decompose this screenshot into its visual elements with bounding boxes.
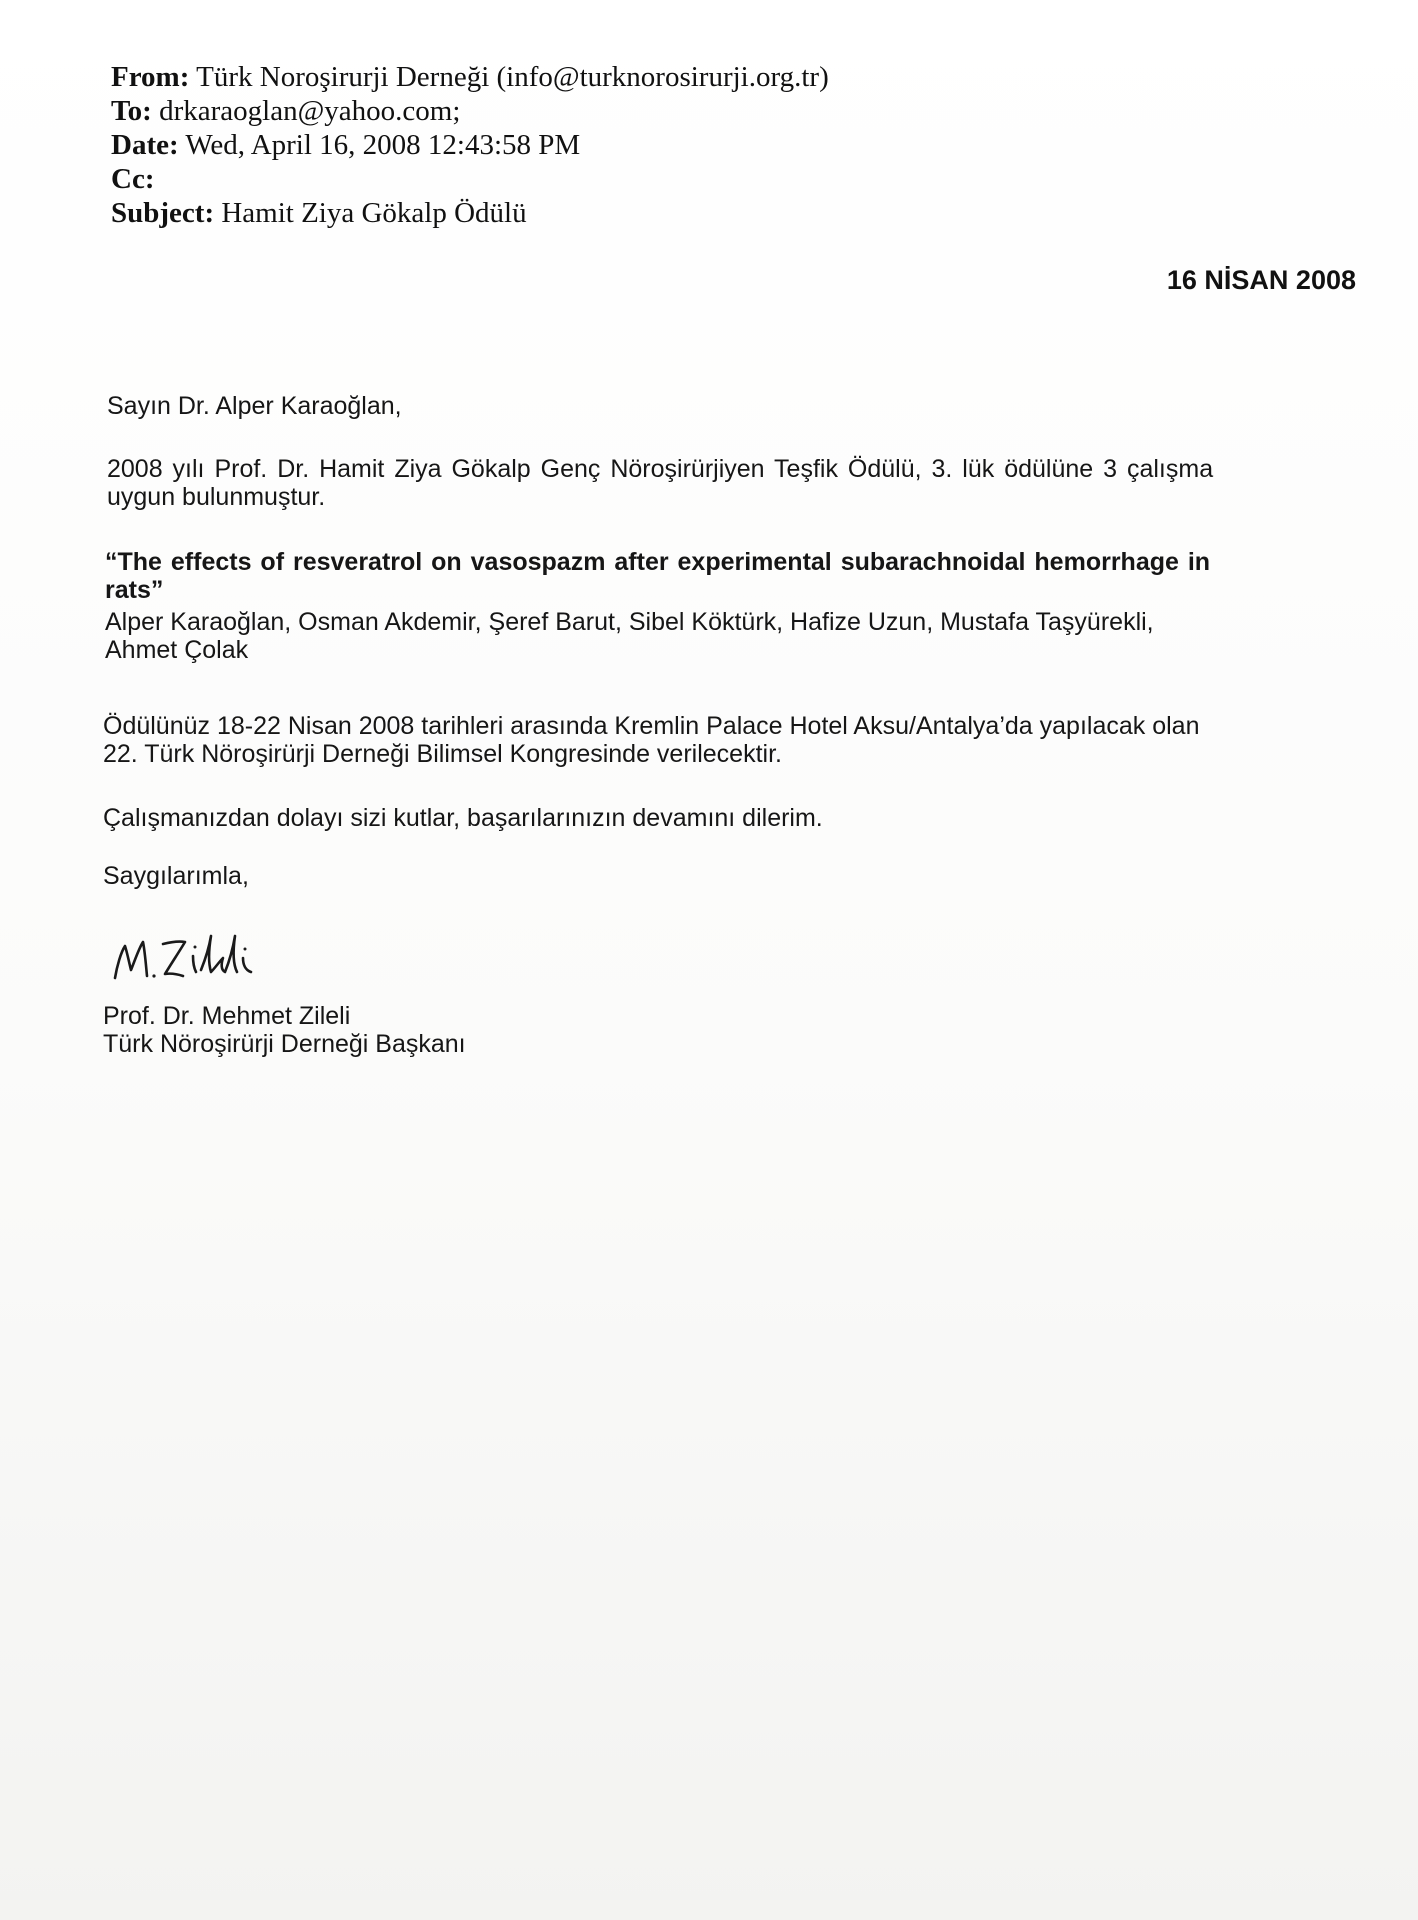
- paragraph-award-line2: uygun bulunmuştur.: [107, 483, 326, 511]
- date-line: [111, 128, 1211, 162]
- signer-block: [103, 1002, 703, 1058]
- study-title-line1: “The effects of resveratrol on vasospazm after experimental subarachnoidal hemorrhage in: [105, 548, 1211, 576]
- subject-label: Subject:: [111, 197, 215, 229]
- to-value: drkaraoglan@yahoo.com;: [159, 95, 461, 127]
- study-block: [105, 548, 1355, 664]
- paragraph-ceremony-line1: Ödülünüz 18-22 Nisan 2008 tarihleri arasında Kremlin Palace Hotel Aksu/Antalya’da yapılacak olan: [103, 712, 1200, 740]
- study-authors-line2: Ahmet Çolak: [105, 636, 249, 664]
- subject-value: Hamit Ziya Gökalp Ödülü: [221, 197, 527, 229]
- paragraph-award: [107, 455, 1357, 511]
- from-line: [111, 60, 1211, 94]
- study-title-line2: rats”: [105, 576, 164, 604]
- paragraph-ceremony: [103, 712, 1363, 768]
- paragraph-award-line1: 2008 yılı Prof. Dr. Hamit Ziya Gökalp Genç Nöroşirürjiyen Teşfik Ödülü, 3. lük ödülüne 3 çalışma: [107, 455, 1214, 483]
- salutation: Sayın Dr. Alper Karaoğlan,: [107, 392, 402, 420]
- to-line: [111, 94, 1211, 128]
- cc-label: Cc:: [111, 163, 155, 195]
- subject-line: [111, 196, 1211, 230]
- signature-image: [105, 922, 305, 992]
- letter-date: 16 NİSAN 2008: [1166, 265, 1356, 295]
- cc-line: [111, 162, 1211, 196]
- to-label: To:: [111, 95, 152, 127]
- date-value: Wed, April 16, 2008 12:43:58 PM: [185, 129, 581, 161]
- email-header: [111, 60, 1211, 230]
- closing: Saygılarımla,: [103, 862, 249, 890]
- date-label: Date:: [111, 129, 179, 161]
- from-label: From:: [111, 61, 190, 93]
- paragraph-congratulation: Çalışmanızdan dolayı sizi kutlar, başarılarınızın devamını dilerim.: [103, 804, 823, 832]
- paragraph-ceremony-line2: 22. Türk Nöroşirürji Derneği Bilimsel Kongresinde verilecektir.: [103, 740, 782, 768]
- study-authors-line1: Alper Karaoğlan, Osman Akdemir, Şeref Barut, Sibel Köktürk, Hafize Uzun, Mustafa Taşyürekli,: [105, 608, 1154, 636]
- from-value: Türk Noroşirurji Derneği (info@turknorosirurji.org.tr): [196, 61, 829, 93]
- signer-title: Türk Nöroşirürji Derneği Başkanı: [103, 1030, 466, 1058]
- signer-name: Prof. Dr. Mehmet Zileli: [103, 1002, 351, 1030]
